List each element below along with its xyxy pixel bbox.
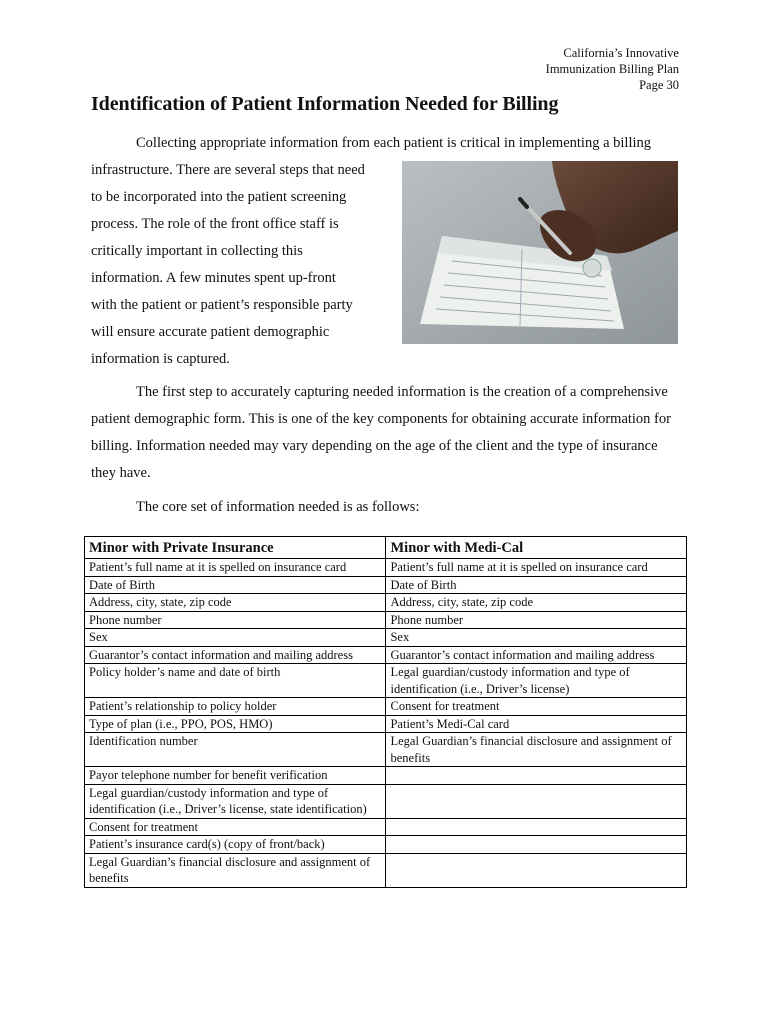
table-cell: Legal Guardian’s financial disclosure and assignment of benefits <box>386 733 687 767</box>
table-cell: Patient’s insurance card(s) (copy of front/back) <box>85 836 386 854</box>
table-cell: Phone number <box>85 611 386 629</box>
table-cell: Date of Birth <box>386 576 687 594</box>
table-cell: Policy holder’s name and date of birth <box>85 664 386 698</box>
intro-line: information. A few minutes spent up-front <box>91 270 336 286</box>
information-table <box>84 536 687 888</box>
intro-line: will ensure accurate patient demographic <box>91 324 330 340</box>
table-cell <box>386 853 687 887</box>
intro-line: to be incorporated into the patient screening <box>91 189 347 205</box>
table-cell: Patient’s Medi-Cal card <box>386 715 687 733</box>
table-row <box>85 646 687 664</box>
table-cell <box>386 767 687 785</box>
table-cell: Guarantor’s contact information and mailing address <box>386 646 687 664</box>
table-row <box>85 559 687 577</box>
header-line-1: California’s Innovative <box>563 46 679 60</box>
table-row <box>85 715 687 733</box>
column-header-private-insurance: Minor with Private Insurance <box>85 537 386 559</box>
table-header-row <box>85 537 687 559</box>
table-cell: Sex <box>85 629 386 647</box>
table-cell: Patient’s relationship to policy holder <box>85 698 386 716</box>
table-cell: Guarantor’s contact information and mailing address <box>85 646 386 664</box>
column-header-medi-cal: Minor with Medi-Cal <box>386 537 687 559</box>
table-cell: Payor telephone number for benefit verification <box>85 767 386 785</box>
table-cell: Consent for treatment <box>85 818 386 836</box>
table-cell <box>386 836 687 854</box>
intro-line: information is captured. <box>91 351 230 367</box>
table-cell: Date of Birth <box>85 576 386 594</box>
photo-hand-writing-on-form <box>402 161 678 344</box>
table-cell: Legal guardian/custody information and type of identification (i.e., Driver’s license, state identification) <box>85 784 386 818</box>
table-cell: Type of plan (i.e., PPO, POS, HMO) <box>85 715 386 733</box>
table-row <box>85 594 687 612</box>
table-cell: Address, city, state, zip code <box>386 594 687 612</box>
page-number: Page 30 <box>639 78 679 92</box>
table-cell: Identification number <box>85 733 386 767</box>
table-cell: Address, city, state, zip code <box>85 594 386 612</box>
table-cell <box>386 784 687 818</box>
table-row <box>85 853 687 887</box>
table-cell: Legal guardian/custody information and type of identification (i.e., Driver’s license) <box>386 664 687 698</box>
intro-paragraph <box>91 130 681 373</box>
table-row <box>85 576 687 594</box>
body-paragraph-2: The first step to accurately capturing needed information is the creation of a comprehensive patient demographic form. This is one of the key components for obtaining accurate information for billing. Information needed may vary depending on the age of the client and the type of insurance they have. <box>91 384 671 481</box>
table-cell: Legal Guardian’s financial disclosure and assignment of benefits <box>85 853 386 887</box>
section-heading: Identification of Patient Information Needed for Billing <box>91 93 559 115</box>
table-cell: Patient’s full name at it is spelled on insurance card <box>386 559 687 577</box>
table-row <box>85 733 687 767</box>
table-row <box>85 629 687 647</box>
table-cell: Phone number <box>386 611 687 629</box>
table-row <box>85 664 687 698</box>
table-cell <box>386 818 687 836</box>
intro-line: critically important in collecting this <box>91 243 303 259</box>
body-paragraph-3: The core set of information needed is as follows: <box>136 499 420 515</box>
table-row <box>85 611 687 629</box>
table-cell: Patient’s full name at it is spelled on insurance card <box>85 559 386 577</box>
table-row <box>85 698 687 716</box>
header-line-2: Immunization Billing Plan <box>545 62 679 76</box>
table-row <box>85 767 687 785</box>
table-row <box>85 818 687 836</box>
intro-line: with the patient or patient’s responsible party <box>91 297 353 313</box>
intro-line: Collecting appropriate information from each patient is critical in implementing a billing <box>136 135 652 151</box>
table-cell: Sex <box>386 629 687 647</box>
intro-line: process. The role of the front office staff is <box>91 216 339 232</box>
table-row <box>85 836 687 854</box>
running-header <box>546 45 679 93</box>
intro-line: infrastructure. There are several steps that need <box>91 162 365 178</box>
table-row <box>85 784 687 818</box>
table-cell: Consent for treatment <box>386 698 687 716</box>
